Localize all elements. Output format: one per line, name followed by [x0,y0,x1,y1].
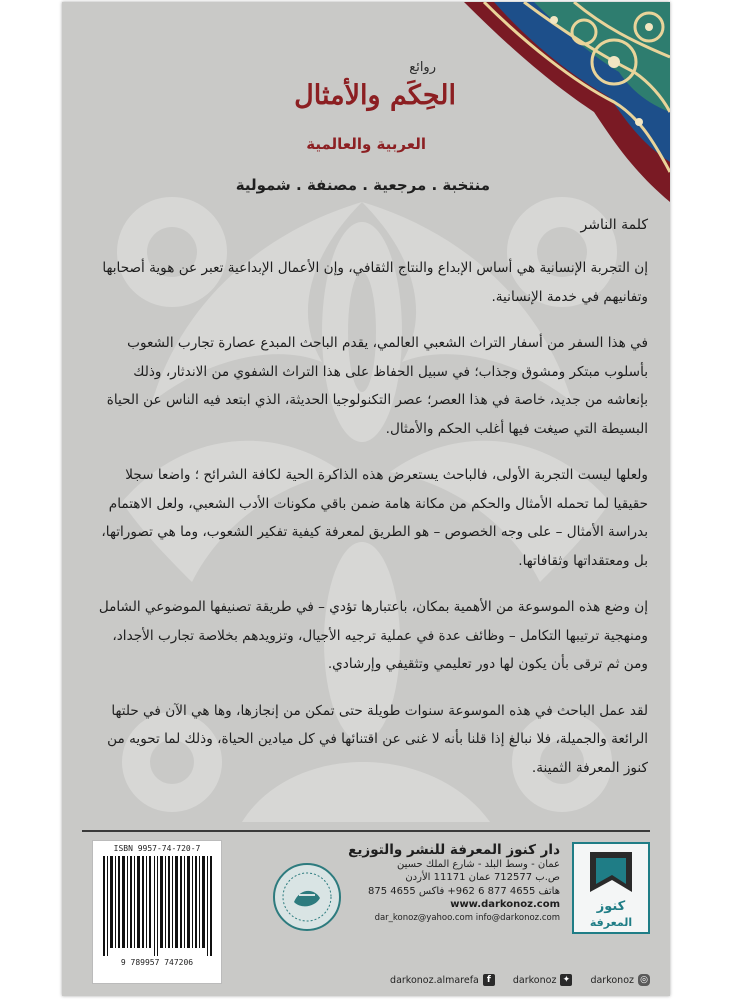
book-back-cover [62,2,670,996]
publisher-phone: هاتف 4655 877 6 962+ فاكس 4655 875 [367,885,560,897]
publisher-pobox: ص.ب 712577 عمان 11171 الأردن [405,872,560,883]
isbn-barcode [92,840,222,984]
social-links [282,972,650,988]
book-title: الحِكَم والأمثال [294,80,456,111]
islamic-tile-ornament [464,2,670,202]
book-tagline: منتخبة . مرجعية . مصنفة . شمولية [235,176,490,194]
publisher-emails[interactable]: dar_konoz@yahoo.com info@darkonoz.com [374,912,560,923]
isbn-number: ISBN 9957-74-720-7 [113,844,201,853]
paragraph: إن التجربة الإنسانية هي أساس الإبداع والنتاج الثقافي، وإن الأعمال الإبداعية تعبر عن هوية أصحابها وتفانيهم في خدمة الإنسانية. [102,260,648,305]
facebook-icon: f [483,974,495,986]
publisher-word-text [92,254,648,800]
publisher-website[interactable]: www.darkonoz.com [450,899,560,910]
publisher-word-heading: كلمة الناشر [580,217,648,233]
paragraph: إن وضع هذه الموسوعة من الأهمية بمكان، باعتبارها تؤدي – في طريقة تصنيفها الموضوعي الشامل ومنهجية ترتيبها التكامل – وظائف عدة في عملية ترجيه الأجيال، وتزويدهم بخلاصة تجارب الأجداد، ومن ثم ترقى بأن يكون لها دور تعليمي وتثقيفي وإرشادي. [98,599,648,672]
publisher-logo [572,842,650,934]
social-instagram[interactable] [590,974,650,986]
paragraph: لقد عمل الباحث في هذه الموسوعة سنوات طويلة حتى تمكن من إنجازها، وها هي الآن في حلتها الرائعة والجميلة، فلا نبالغ إذا قلنا بأنه لا غنى عن اقتنائها في كل ميادين الحياة، وذلك لما تحويه من كنوز المعرفة الثمينة. [107,702,648,776]
logo-text-sub: المعرفة [589,916,633,929]
footer-divider [82,830,650,832]
twitter-icon: ✦ [560,974,572,986]
social-label: darkonoz.almarefa [390,974,479,986]
book-subtitle: العربية والعالمية [306,135,426,153]
social-twitter[interactable] [513,974,573,986]
social-facebook[interactable] [390,974,495,986]
paragraph: ولعلها ليست التجربة الأولى، فالباحث يستعرض هذه الذاكرة الحية لكافة الشرائح ؛ واضعا سجلا حقيقيا لما تحمله الأمثال والحكم من مكانة هامة ضمن باقي مكونات الأدب الشعبي، ولعل الاهتمام بدراسة الأمثال – على وجه الخصوص – هو الطريق لمعرفة كيفية تفكير الشعوب، وما هي تصوراتها، بل ومعتقداتها وثقافاتها. [101,467,648,569]
barcode-bars [101,856,213,956]
logo-text-main: كنوز [596,899,626,914]
isbn-digits: 9 789957 747206 [120,958,194,967]
social-label: darkonoz [512,974,557,986]
publisher-address: عمان - وسط البلد - شارع الملك حسين [396,858,560,870]
publisher-contact-block [340,844,560,925]
paragraph: في هذا السفر من أسفار التراث الشعبي العالمي، يقدم الباحث المبدع عصارة تجارب الشعوب بأسلوب مبتكر ومشوق وجذاب؛ في سبيل الحفاظ على هذا التراث الشفوي من الاندثار، وذلك بإنعاشه من جديد، خاصة في هذا العصر؛ عصر التكنولوجيا الحديثة، الذي ابتعد فيه الناس عن الحياة البسيطة التي صيغت فيها أغلب الحكم والأمثال. [106,335,648,437]
ministry-stamp-seal [272,862,342,932]
social-label: darkonoz [590,974,634,986]
publisher-name: دار كنوز المعرفة للنشر والتوزيع [348,842,560,858]
series-label: روائع [409,60,436,75]
instagram-icon: ◎ [638,974,650,986]
